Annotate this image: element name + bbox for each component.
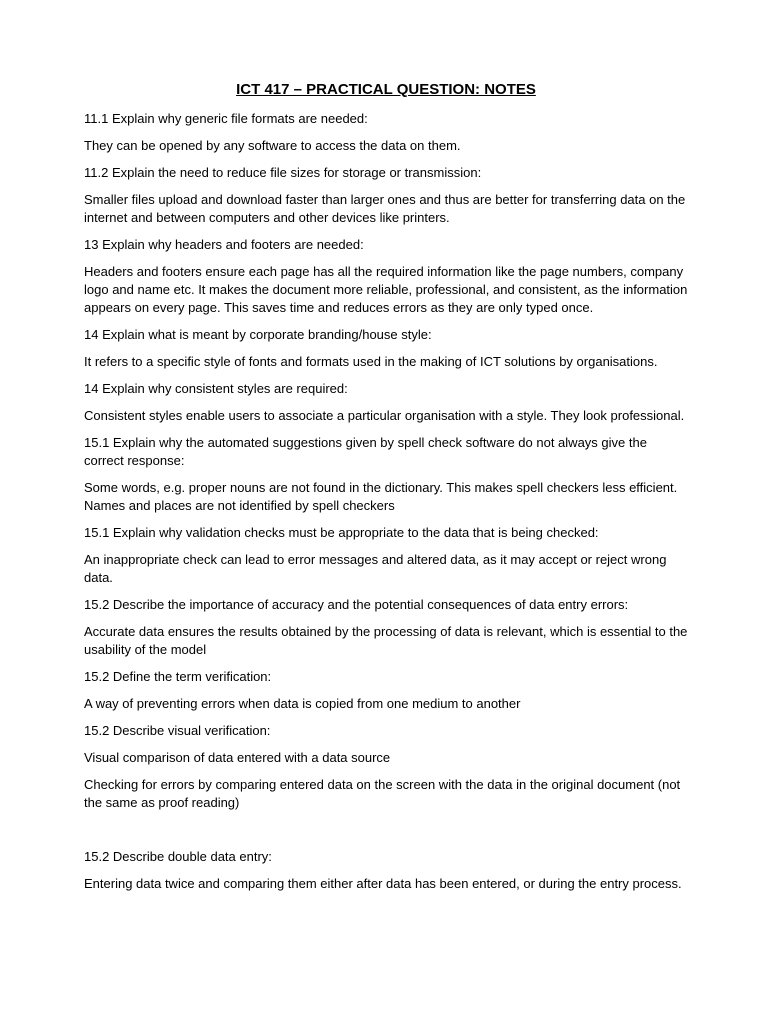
answer-15-2-visual: Visual comparison of data entered with a data source [84, 750, 391, 765]
answer-15-2-accuracy: Accurate data ensures the results obtained by the processing of data is relevant, which is essential to the usability of the model [84, 624, 688, 657]
answer-14-branding: It refers to a specific style of fonts and formats used in the making of ICT solutions by organisations. [84, 354, 658, 369]
question-15-2-visual: 15.2 Describe visual verification: [84, 723, 271, 738]
question-15-1-validation: 15.1 Explain why validation checks must be appropriate to the data that is being checked: [84, 525, 599, 540]
question-11-1: 11.1 Explain why generic file formats are needed: [84, 111, 368, 126]
answer-11-1: They can be opened by any software to access the data on them. [84, 138, 461, 153]
answer-14-styles: Consistent styles enable users to associate a particular organisation with a style. They look professional. [84, 408, 685, 423]
question-15-2-verification: 15.2 Define the term verification: [84, 669, 272, 684]
document-title: ICT 417 – PRACTICAL QUESTION: NOTES [236, 81, 536, 98]
answer-15-2-visual-detail: Checking for errors by comparing entered data on the screen with the data in the original document (not the same as proof reading) [84, 777, 681, 810]
answer-11-2: Smaller files upload and download faster than larger ones and thus are better for transferring data on the internet and between computers and other devices like printers. [84, 192, 686, 225]
question-13: 13 Explain why headers and footers are needed: [84, 237, 364, 252]
answer-15-2-double-entry: Entering data twice and comparing them either after data has been entered, or during the entry process. [84, 876, 682, 891]
answer-13: Headers and footers ensure each page has all the required information like the page numbers, company logo and name etc. It makes the document more reliable, professional, and consistent, as the information appears on every page. This saves time and reduces errors as they are only typed once. [84, 264, 688, 315]
answer-15-1-spellcheck: Some words, e.g. proper nouns are not found in the dictionary. This makes spell checkers less efficient. Names and places are not identified by spell checkers [84, 480, 678, 513]
question-14-branding: 14 Explain what is meant by corporate branding/house style: [84, 327, 432, 342]
question-14-styles: 14 Explain why consistent styles are required: [84, 381, 348, 396]
answer-15-1-validation: An inappropriate check can lead to error messages and altered data, as it may accept or reject wrong data. [84, 552, 667, 585]
question-15-2-double-entry: 15.2 Describe double data entry: [84, 849, 272, 864]
question-11-2: 11.2 Explain the need to reduce file sizes for storage or transmission: [84, 165, 482, 180]
answer-15-2-verification: A way of preventing errors when data is copied from one medium to another [84, 696, 521, 711]
question-15-2-accuracy: 15.2 Describe the importance of accuracy and the potential consequences of data entry errors: [84, 597, 629, 612]
question-15-1-spellcheck: 15.1 Explain why the automated suggestions given by spell check software do not always give the correct response: [84, 435, 647, 468]
